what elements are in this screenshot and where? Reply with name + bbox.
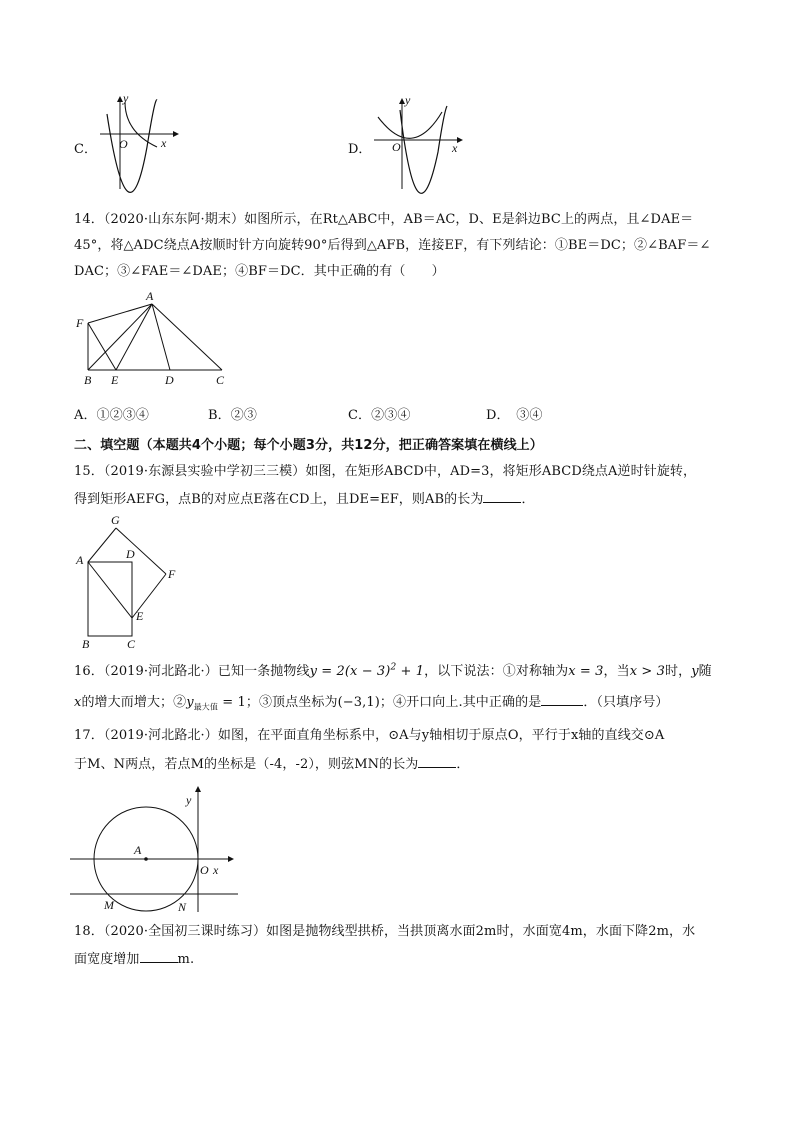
q14-figure xyxy=(74,288,234,388)
q14-option-a: A．①②③④ xyxy=(74,408,149,423)
option-d-graph xyxy=(372,92,467,192)
q16-line-1 xyxy=(74,660,712,679)
q17-line-2-text: 于M、N两点，若点M的坐标是（-4，-2），则弦MN的长为 xyxy=(74,757,419,772)
q17-label-n: N xyxy=(178,900,187,914)
q16-line-2-a: 的增大而增大；② xyxy=(81,695,187,710)
q15-label-f: F xyxy=(168,567,176,581)
q14-label-e: E xyxy=(111,373,119,387)
q14-option-d: D． ③④ xyxy=(486,408,543,423)
q15-label-c: C xyxy=(127,637,136,651)
option-d-y-label: y xyxy=(405,93,411,107)
q16-formula-main: y = 2(x − 3) xyxy=(309,664,391,679)
q16-ymax-y: y xyxy=(186,695,194,710)
q18-answer-blank[interactable] xyxy=(140,950,178,963)
q17-line-1: 17．（2019·河北路北·）如图，在平面直角坐标系中，⊙A与y轴相切于原点O，平行于x轴的直线交⊙A xyxy=(74,728,665,743)
q14-line-3: DAC；③∠FAE＝∠DAE；④BF＝DC．其中正确的有（ ） xyxy=(74,264,445,279)
option-c-y-label: y xyxy=(123,91,129,105)
q16-line-1-lead: 16．（2019·河北路北·）已知一条抛物线 xyxy=(74,664,310,679)
q17-label-x: x xyxy=(213,863,219,877)
q16-vertex: (−3,1) xyxy=(337,695,380,710)
q14-option-c: C．②③④ xyxy=(348,408,411,423)
q15-label-g: G xyxy=(111,513,120,527)
q16-condition: x > 3 xyxy=(629,664,665,679)
q14-label-a: A xyxy=(146,289,154,303)
q17-answer-blank[interactable] xyxy=(418,755,456,768)
q16-formula-tail: + 1 xyxy=(396,664,425,679)
q16-axis-equation: x = 3 xyxy=(568,664,604,679)
q14-label-f: F xyxy=(76,316,84,330)
q18-line-2-text: 面宽度增加 xyxy=(74,952,140,967)
q18-line-1: 18．（2020·全国初三课时练习）如图是抛物线型拱桥，当拱顶离水面2m时，水面宽4m，水面下降2m，水 xyxy=(74,924,696,939)
q17-label-o: O xyxy=(200,863,209,877)
q16-ymax-eq: = 1 xyxy=(218,695,246,710)
option-d-origin-label: O xyxy=(392,140,401,154)
q15-label-a: A xyxy=(76,553,84,567)
q15-line-2-end: ． xyxy=(521,492,535,507)
q16-var-y: y xyxy=(691,664,699,679)
q17-label-a: A xyxy=(134,843,142,857)
option-c-origin-label: O xyxy=(119,137,128,151)
q15-line-2-text: 得到矩形AEFG，点B的对应点E落在CD上，且DE=EF，则AB的长为 xyxy=(74,492,484,507)
q16-line-2-d: ．（只填序号） xyxy=(583,695,669,710)
q16-line-2 xyxy=(74,691,669,713)
option-c-x-label: x xyxy=(161,136,167,150)
option-d-x-label: x xyxy=(452,141,458,155)
q15-line-2 xyxy=(74,488,535,507)
q15-answer-blank[interactable] xyxy=(483,490,521,503)
q16-line-1-end: 随 xyxy=(698,664,712,679)
q14-option-b: B．②③ xyxy=(208,408,257,423)
q17-line-2-end: ． xyxy=(456,757,470,772)
q14-label-d: D xyxy=(165,373,174,387)
q14-line-1: 14．（2020·山东东阿·期末）如图所示，在Rt△ABC中，AB＝AC，D、E是斜边BC上的两点，且∠DAE＝ xyxy=(74,212,694,227)
q17-line-2 xyxy=(74,753,470,772)
option-c-label: C． xyxy=(74,142,97,157)
q16-line-1-time: 时， xyxy=(665,664,692,679)
q15-label-b: B xyxy=(82,637,90,651)
q14-line-2: 45°，将△ADC绕点A按顺时针方向旋转90°后得到△AFB，连接EF，有下列结论：①BE＝DC；②∠BAF＝∠ xyxy=(74,238,711,253)
q15-label-e: E xyxy=(136,609,144,623)
section-2-heading: 二、填空题（本题共4个小题；每个小题3分，共12分，把正确答案填在横线上） xyxy=(74,438,543,453)
q17-label-m: M xyxy=(104,898,114,912)
q15-figure xyxy=(74,512,194,651)
q16-line-2-c: ；④开口向上.其中正确的是 xyxy=(379,695,542,710)
q14-label-b: B xyxy=(84,373,92,387)
q17-figure xyxy=(70,784,240,914)
q16-formula xyxy=(310,664,425,679)
q16-line-1-mid: ，以下说法：①对称轴为 xyxy=(424,664,569,679)
q16-line-1-when: ，当 xyxy=(603,664,630,679)
q16-answer-blank[interactable] xyxy=(541,693,583,706)
q15-line-1: 15．（2019·东源县实验中学初三三模）如图，在矩形ABCD中，AD=3，将矩形ABCD绕点A逆时针旋转， xyxy=(74,464,697,479)
q18-line-2-end: m. xyxy=(177,952,195,967)
q16-formula-exponent: 2 xyxy=(390,662,397,673)
q17-label-y: y xyxy=(186,793,192,807)
q16-var-x: x xyxy=(74,695,82,710)
option-c-graph xyxy=(95,92,185,192)
q14-label-c: C xyxy=(216,373,225,387)
q18-line-2 xyxy=(74,948,194,967)
q15-label-d: D xyxy=(126,547,135,561)
q16-line-2-b: ；③顶点坐标为 xyxy=(245,695,338,710)
q16-ymax-subscript: 最大值 xyxy=(193,702,219,712)
option-d-label: D． xyxy=(348,142,372,157)
